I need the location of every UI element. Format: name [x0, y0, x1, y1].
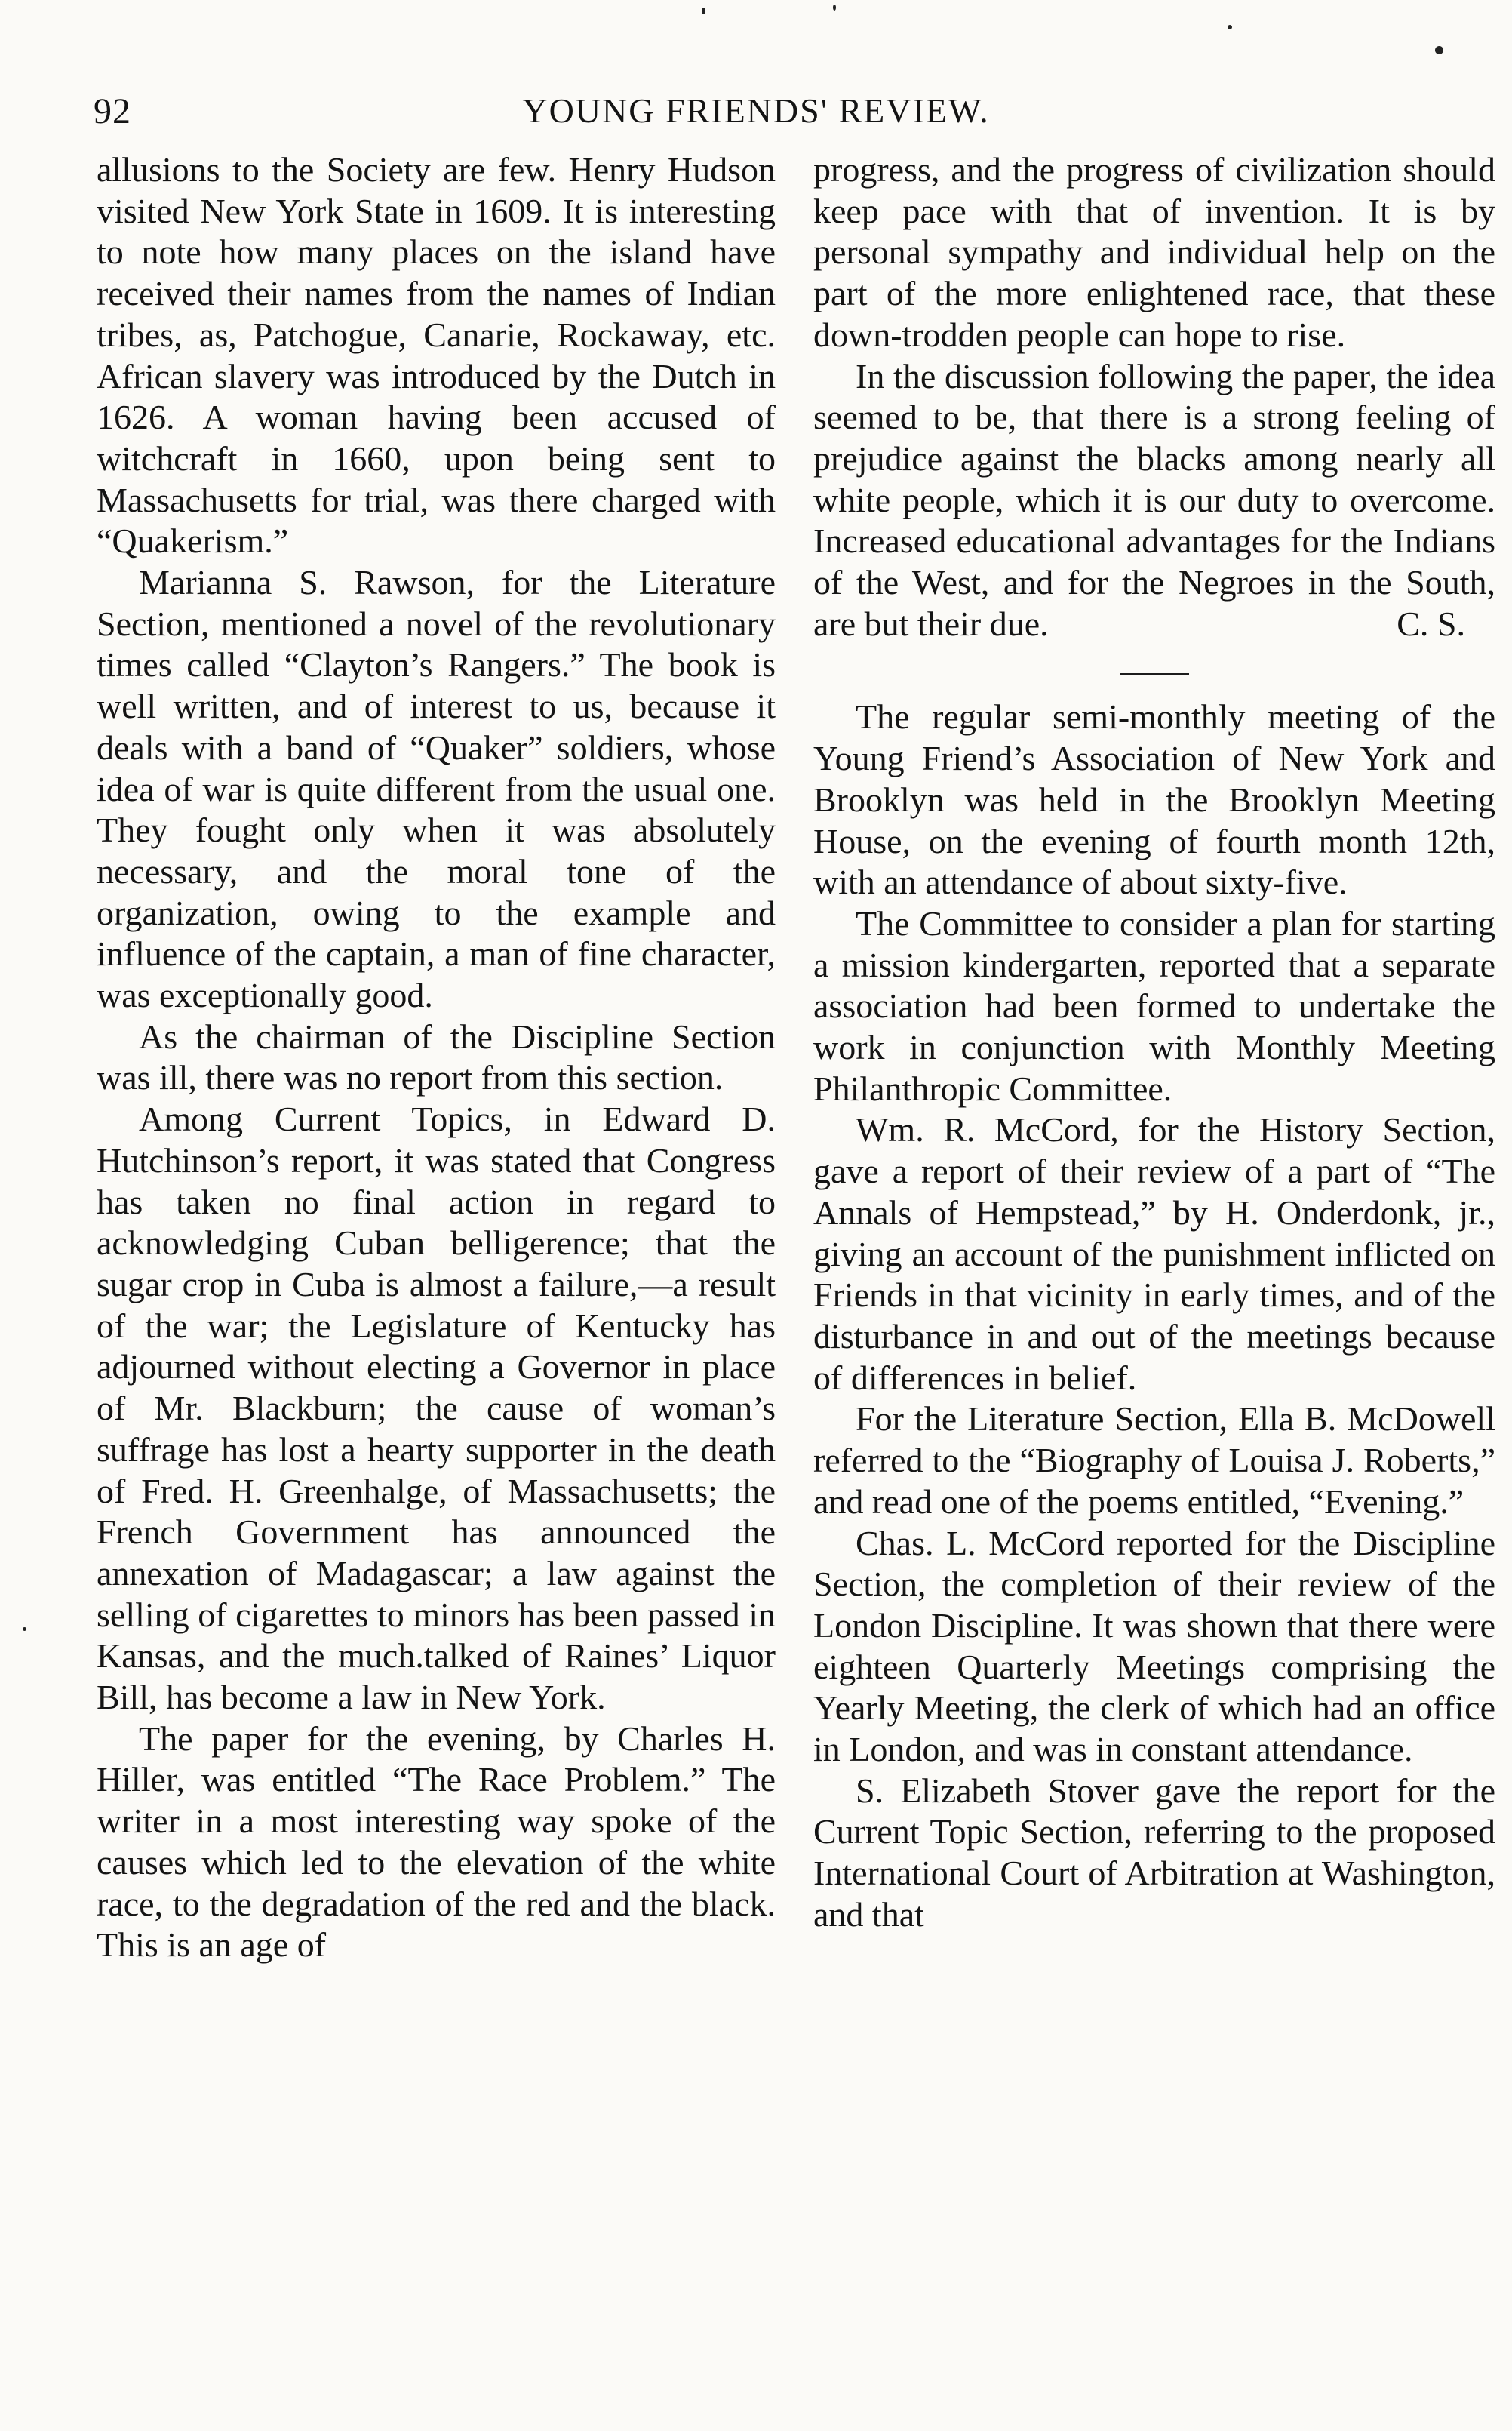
ink-speck [23, 1627, 26, 1631]
paragraph: The regular semi-monthly meeting of the Young Friend’s Association of New York and Brooklyn was held in the Brooklyn Meeting House, on the evening of fourth month 12th, with an attendance of about sixty-five. [813, 697, 1495, 902]
paragraph: allusions to the Society are few. Henry Hudson visited New York State in 1609. It is interesting to note how many places on the island have received their names from the names of Indian tribes, as, Patchogue, Canarie, Rockaway, etc. African slavery was introduced by the Dutch in 1626. A woman having been accused of witchcraft in 1660, upon being sent to Massachusetts for trial, was there charged with “Quakerism.” [97, 150, 776, 561]
page-header [0, 85, 1512, 137]
paragraph: progress, and the progress of civilization should keep pace with that of invention. It is by personal sympathy and individual help on the part of the more enlightened race, that these down-trodden people can hope to rise. [813, 150, 1495, 354]
ink-speck [1228, 25, 1232, 29]
paragraph: For the Literature Section, Ella B. McDowell referred to the “Biography of Louisa J. Roberts,” and read one of the poems entitled, “Evening.” [813, 1399, 1495, 1521]
section-divider [1120, 673, 1189, 675]
paragraph: The paper for the evening, by Charles H. Hiller, was entitled “The Race Problem.” The writer in a most interesting way spoke of the causes which led to the elevation of the white race, to the degradation of the red and the black. This is an age of [97, 1719, 776, 1965]
paragraph: Wm. R. McCord, for the History Section, gave a report of their review of a part of “The Annals of Hempstead,” by H. Onderdonk, jr., giving an account of the punishment inflicted on Friends in that vicinity in early times, and of the disturbance in and out of the meetings because of differences in belief. [813, 1110, 1495, 1397]
ink-speck [1435, 46, 1443, 54]
paragraph: Chas. L. McCord reported for the Discipline Section, the completion of their review of the London Discipline. It was shown that there were eighteen Quarterly Meetings comprising the Yearly Meeting, the clerk of which had an office in London, and was in constant attendance. [813, 1523, 1495, 1769]
paragraph: In the discussion following the paper, the idea seemed to be, that there is a strong feeling of prejudice against the blacks among nearly all white people, which it is our duty to overcome. Increased educational advantages for the Indians of the West, and for the Negroes in the South, are but their due. [813, 356, 1495, 643]
paragraph: S. Elizabeth Stover gave the report for the Current Topic Section, referring to the proposed International Court of Arbitration at Washington, and that [813, 1771, 1495, 1934]
ink-speck [702, 8, 705, 14]
paragraph: Marianna S. Rawson, for the Literature Section, mentioned a novel of the revolutionary times called “Clayton’s Rangers.” The book is well written, and of interest to us, because it deals with a band of “Quaker” soldiers, whose idea of war is quite different from the usual one. They fought only when it was absolutely necessary, and the moral tone of the organization, owing to the example and influence of the captain, a man of fine character, was exceptionally good. [97, 563, 776, 1015]
journal-title: YOUNG FRIENDS' REVIEW. [522, 91, 990, 130]
page-number: 92 [94, 91, 131, 131]
paragraph: The Committee to consider a plan for starting a mission kindergarten, reported that a separate association had been formed to undertake the work in conjunction with Monthly Meeting Philanthropic Committee. [813, 903, 1495, 1108]
left-column [97, 149, 776, 1966]
paragraph: Among Current Topics, in Edward D. Hutchinson’s report, it was stated that Congress has taken no final action in regard to acknowledging Cuban belligerence; that the sugar crop in Cuba is almost a failure,—a result of the war; the Legislature of Kentucky has adjourned without electing a Governor in place of Mr. Blackburn; the cause of woman’s suffrage has lost a hearty supporter in the death of Fred. H. Greenhalge, of Massachusetts; the French Government has announced the annexation of Madagascar; a law against the selling of cigarettes to minors has been passed in Kansas, and the much.talked of Raines’ Liquor Bill, has become a law in New York. [97, 1100, 776, 1717]
right-column [813, 149, 1495, 1936]
author-initials: C. S. [1397, 604, 1465, 643]
ink-speck [833, 5, 836, 11]
paragraph: As the chairman of the Discipline Section was ill, there was no report from this section. [97, 1017, 776, 1097]
